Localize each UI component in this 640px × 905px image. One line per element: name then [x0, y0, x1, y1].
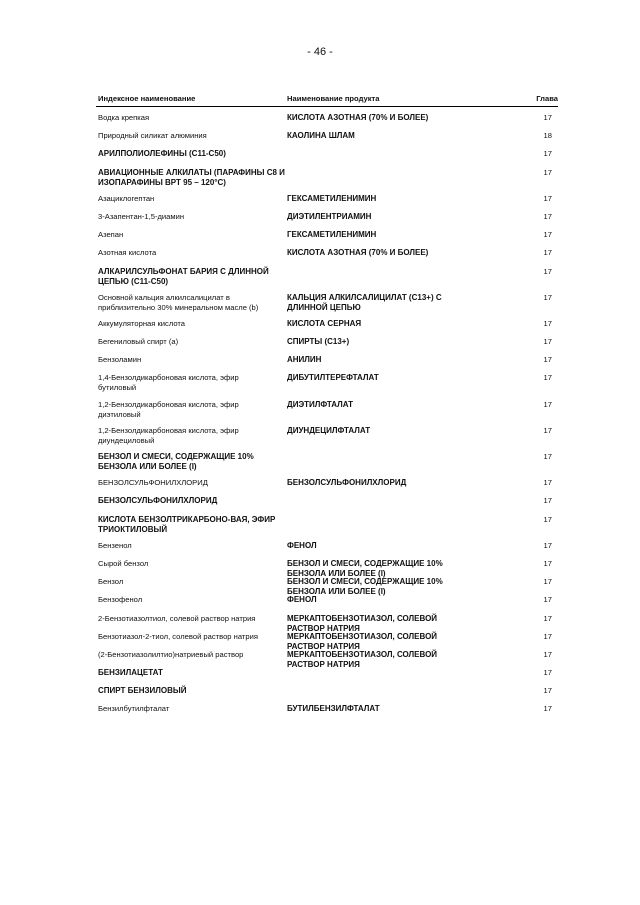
- product-name-cell: МЕРКАПТОБЕНЗОТИАЗОЛ, СОЛЕВОЙ РАСТВОР НАТРИЯ: [287, 649, 438, 669]
- chapter-cell: 17: [543, 478, 552, 488]
- table-row: [96, 515, 558, 535]
- chapter-cell: 17: [543, 558, 552, 568]
- table-row: [96, 248, 558, 260]
- chapter-cell: 17: [543, 540, 552, 550]
- index-name-cell: 1,2-Бензолдикарбоновая кислота, эфир диэтиловый: [98, 399, 239, 419]
- table-row: [96, 613, 558, 633]
- product-name-cell: ДИУНДЕЦИЛФТАЛАТ: [287, 425, 371, 435]
- product-name-cell: ФЕНОЛ: [287, 595, 317, 605]
- chapter-cell: 17: [543, 230, 552, 240]
- chapter-cell: 17: [543, 649, 552, 659]
- table-row: [96, 355, 558, 367]
- table-row: [96, 149, 558, 161]
- header-chapter: Глава: [536, 94, 558, 103]
- index-name-cell: Бензотиазол-2-тиол, солевой раствор натрия: [98, 631, 258, 641]
- table-row: [96, 541, 558, 553]
- table-row: [96, 686, 558, 698]
- chapter-cell: 17: [543, 266, 552, 276]
- chapter-cell: 17: [543, 595, 552, 605]
- index-name-cell: АРИЛПОЛИОЛЕФИНЫ (С11-С50): [98, 149, 226, 159]
- product-name-cell: КАЛЬЦИЯ АЛКИЛСАЛИЦИЛАТ (С13+) С ДЛИННОЙ ЦЕПЬЮ: [287, 292, 442, 312]
- chapter-cell: 17: [543, 514, 552, 524]
- index-name-cell: Азациклогептан: [98, 193, 155, 203]
- chapter-cell: 17: [543, 318, 552, 328]
- chapter-cell: 17: [543, 496, 552, 506]
- index-name-cell: Природный силикат алюминия: [98, 131, 207, 141]
- table-row: [96, 452, 558, 472]
- product-name-cell: ДИЭТИЛФТАЛАТ: [287, 399, 354, 409]
- table-row: [96, 496, 558, 508]
- table-row: [96, 631, 558, 651]
- table-row: [96, 373, 558, 393]
- product-name-cell: БЕНЗОЛ И СМЕСИ, СОДЕРЖАЩИЕ 10% БЕНЗОЛА ИЛИ БОЛЕЕ (I): [287, 558, 443, 578]
- product-name-cell: ДИЭТИЛЕНТРИАМИН: [287, 211, 372, 221]
- table-row: [96, 478, 558, 490]
- index-name-cell: Бензилбутилфталат: [98, 704, 170, 714]
- index-name-cell: Бензоламин: [98, 355, 142, 365]
- table-row: [96, 131, 558, 143]
- table-row: [96, 426, 558, 446]
- index-name-cell: БЕНЗОЛ И СМЕСИ, СОДЕРЖАЩИЕ 10% БЕНЗОЛА ИЛИ БОЛЕЕ (I): [98, 452, 254, 471]
- index-name-cell: КИСЛОТА БЕНЗОЛТРИКАРБОНО-ВАЯ, ЭФИР ТРИОКТИЛОВЫЙ: [98, 514, 276, 534]
- index-name-cell: БЕНЗОЛСУЛЬФОНИЛХЛОРИД: [98, 478, 208, 488]
- chapter-cell: 17: [543, 373, 552, 383]
- table-row: [96, 293, 558, 313]
- index-name-cell: БЕНЗИЛАЦЕТАТ: [98, 668, 163, 678]
- product-name-cell: КАОЛИНА ШЛАМ: [287, 131, 355, 141]
- chapter-cell: 17: [543, 399, 552, 409]
- index-name-cell: Бензофенол: [98, 595, 143, 605]
- table-row: [96, 704, 558, 716]
- index-name-cell: АЛКАРИЛСУЛЬФОНАТ БАРИЯ С ДЛИННОЙ ЦЕПЬЮ (С11-С50): [98, 266, 269, 286]
- chapter-cell: 17: [543, 292, 552, 302]
- index-name-cell: 2-Бензотиазолтиол, солевой раствор натрия: [98, 613, 256, 623]
- chapter-cell: 17: [543, 631, 552, 641]
- product-name-cell: СПИРТЫ (С13+): [287, 337, 350, 347]
- product-name-cell: МЕРКАПТОБЕНЗОТИАЗОЛ, СОЛЕВОЙ РАСТВОР НАТРИЯ: [287, 613, 438, 633]
- table-header: [96, 93, 558, 107]
- index-name-cell: Бензенол: [98, 540, 132, 550]
- table-row: [96, 168, 558, 188]
- index-name-cell: Аккумуляторная кислота: [98, 318, 186, 328]
- table-row: [96, 230, 558, 242]
- table-row: [96, 558, 558, 578]
- table-row: [96, 668, 558, 680]
- index-name-cell: СПИРТ БЕНЗИЛОВЫЙ: [98, 686, 187, 696]
- product-name-cell: ГЕКСАМЕТИЛЕНИМИН: [287, 230, 377, 240]
- product-name-cell: КИСЛОТА АЗОТНАЯ (70% И БОЛЕЕ): [287, 248, 429, 258]
- index-name-cell: 3-Азапентан-1,5-диамин: [98, 211, 185, 221]
- index-name-cell: БЕНЗОЛСУЛЬФОНИЛХЛОРИД: [98, 496, 218, 506]
- chapter-cell: 17: [543, 248, 552, 258]
- index-name-cell: Основной кальция алкилсалицилат в приблизительно 30% минеральном масле (b): [98, 292, 259, 312]
- table-row: [96, 212, 558, 224]
- index-name-cell: Азепан: [98, 230, 124, 240]
- index-name-cell: Водка крепкая: [98, 113, 150, 122]
- chapter-cell: 17: [543, 452, 552, 461]
- header-product-name: Наименование продукта: [287, 94, 380, 103]
- chapter-cell: 17: [543, 686, 552, 696]
- product-name-cell: КИСЛОТА СЕРНАЯ: [287, 318, 362, 328]
- chapter-cell: 17: [543, 704, 552, 714]
- chapter-cell: 17: [543, 668, 552, 678]
- product-name-cell: МЕРКАПТОБЕНЗОТИАЗОЛ, СОЛЕВОЙ РАСТВОР НАТРИЯ: [287, 631, 438, 651]
- product-name-cell: ГЕКСАМЕТИЛЕНИМИН: [287, 193, 377, 203]
- index-name-cell: АВИАЦИОННЫЕ АЛКИЛАТЫ (ПАРАФИНЫ C8 И ИЗОПАРАФИНЫ ВРТ 95 – 120°С): [98, 167, 285, 187]
- chapter-cell: 17: [543, 337, 552, 347]
- chapter-cell: 17: [543, 113, 552, 122]
- header-index-name: Индексное наименование: [98, 94, 196, 103]
- chapter-cell: 17: [543, 355, 552, 365]
- chapter-cell: 17: [543, 577, 552, 587]
- chapter-cell: 17: [543, 193, 552, 203]
- table-row: [96, 267, 558, 287]
- page-number: - 46 -: [307, 46, 333, 58]
- chapter-cell: 17: [543, 211, 552, 221]
- index-name-cell: Сырой бензол: [98, 558, 149, 568]
- chapter-cell: 17: [543, 149, 552, 159]
- index-name-cell: 1,4-Бензолдикарбоновая кислота, эфир бутиловый: [98, 373, 239, 393]
- product-name-cell: АНИЛИН: [287, 355, 322, 365]
- table-row: [96, 595, 558, 607]
- table-row: [96, 194, 558, 206]
- index-name-cell: Бензол: [98, 577, 124, 587]
- table-row: [96, 400, 558, 420]
- product-name-cell: БЕНЗОЛ И СМЕСИ, СОДЕРЖАЩИЕ 10% БЕНЗОЛА ИЛИ БОЛЕЕ (I): [287, 577, 443, 597]
- chapter-cell: 17: [543, 613, 552, 623]
- table-row: [96, 649, 558, 669]
- chapter-cell: 18: [543, 131, 552, 141]
- table-body: [96, 113, 558, 723]
- table-row: [96, 319, 558, 331]
- chapter-cell: 17: [543, 425, 552, 435]
- product-name-cell: ФЕНОЛ: [287, 540, 317, 550]
- product-name-cell: БЕНЗОЛСУЛЬФОНИЛХЛОРИД: [287, 478, 407, 488]
- table-row: [96, 113, 558, 125]
- index-name-cell: 1,2-Бензолдикарбоновая кислота, эфир диундециловый: [98, 425, 239, 445]
- index-name-cell: Бегениловый спирт (а): [98, 337, 179, 347]
- index-name-cell: Азотная кислота: [98, 248, 157, 258]
- product-name-cell: БУТИЛБЕНЗИЛФТАЛАТ: [287, 704, 380, 714]
- chapter-cell: 17: [543, 167, 552, 177]
- table-row: [96, 337, 558, 349]
- table-row: [96, 577, 558, 597]
- product-name-cell: ДИБУТИЛТЕРЕФТАЛАТ: [287, 373, 379, 383]
- product-name-cell: КИСЛОТА АЗОТНАЯ (70% И БОЛЕЕ): [287, 113, 429, 122]
- index-name-cell: (2-Бензотиазолилтио)натриевый раствор: [98, 649, 244, 659]
